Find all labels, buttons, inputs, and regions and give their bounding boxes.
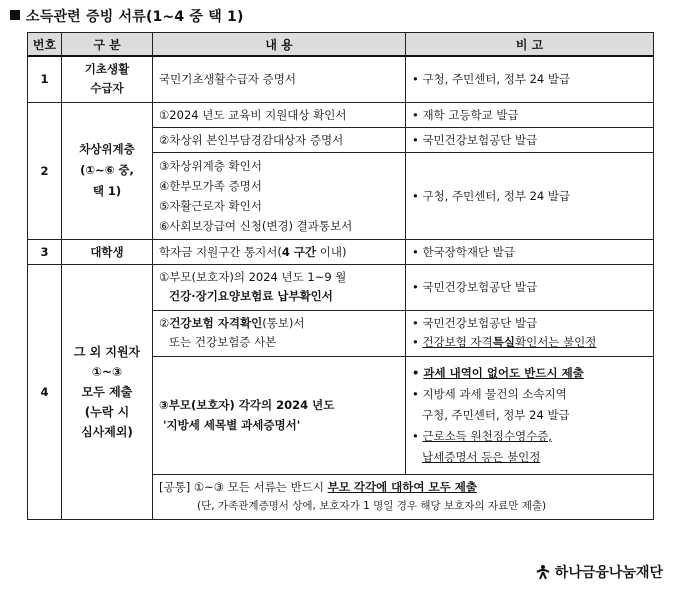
category-line: 심사제외) [81,424,133,439]
note-text: 국민건강보험공단 발급 [422,280,538,294]
content-line: ①부모(보호자)의 2024 년도 1~9 월 [159,270,347,284]
category-line: 모두 제출 [81,384,133,399]
note-line [412,314,647,333]
table-row [28,239,654,264]
note-line [412,333,647,352]
row-note [406,102,654,127]
row-note [406,127,654,152]
row-content: ①2024 년도 교육비 지원대상 확인서 [153,102,406,127]
row-category: 대학생 [62,239,153,264]
note-line: 구청, 주민센터, 정부 24 발급 [422,407,570,422]
row-note [406,264,654,310]
category-line: 차상위계층 [79,142,135,156]
note-text: 건강보험 자격 [422,335,493,349]
note-line [412,384,647,405]
common-line [159,478,647,497]
category-line: 수급자 [90,81,124,96]
content-text: ② [159,316,170,330]
content-text: (통보)서 [262,316,305,330]
content-line: ⑤자활근로자 확인서 [159,198,262,213]
table-row [28,102,654,127]
row-note [406,239,654,264]
common-text: [공통] ①~③ 모든 서류는 반드시 [159,479,328,494]
note-emphasis: 특실 [492,335,515,349]
row-number: 4 [28,264,62,519]
note-line [412,447,647,468]
row-number: 1 [28,56,62,102]
common-emphasis: 부모 각각에 대하여 모두 제출 [327,479,477,494]
row-content: 국민기초생활수급자 증명서 [153,56,406,102]
row-note [406,152,654,239]
row-content [153,239,406,264]
note-text: 납세증명서 등은 불인정 [422,449,541,464]
square-bullet-icon [10,10,20,20]
common-note [153,474,654,519]
content-text: 이내) [316,244,347,259]
content-line: ⑥사회보장급여 신청(변경) 결과통보서 [159,218,353,233]
note-line [412,426,647,447]
row-category [62,56,153,102]
content-line: ③부모(보호자) 각각의 2024 년도 [159,398,335,412]
category-line: (누락 시 [84,404,130,419]
content-emphasis: 건강보험 자격확인 [169,316,263,330]
content-line: ③차상위계층 확인서 [159,158,262,173]
row-content: ②차상위 본인부담경감대상자 증명서 [153,127,406,152]
category-line: ①~③ [91,364,123,379]
note-line [412,363,647,384]
table-row [28,56,654,102]
documents-table [27,32,654,520]
category-line: 택 1) [92,184,122,198]
content-emphasis: 4 구간 [281,244,317,259]
common-subnote: (단, 가족관계증명서 상에, 보호자가 1 명일 경우 해당 보호자의 자료만 제출) [197,499,547,512]
category-line: 기초생활 [84,62,130,77]
table-row [28,264,654,310]
row-note [406,310,654,356]
note-text: 지방세 과세 물건의 소속지역 [422,386,567,401]
note-text: 근로소득 원천징수영수증, [422,428,552,443]
row-content [153,356,406,474]
row-note [406,356,654,474]
section-title [10,6,244,26]
content-line: ④한부모가족 증명서 [159,178,262,193]
note-text: 재학 고등학교 발급 [422,107,519,122]
row-number: 2 [28,102,62,239]
note-text: 구청, 주민센터, 정부 24 발급 [422,188,571,203]
table-header-row [28,33,654,57]
content-line: 또는 건강보험증 사본 [169,335,277,349]
foundation-logo [535,562,663,582]
header-content: 내 용 [153,33,406,57]
row-category [62,102,153,239]
note-emphasis: 과세 내역이 없어도 반드시 제출 [423,365,584,380]
row-category [62,264,153,519]
row-content [153,264,406,310]
content-text: 학자금 지원구간 통지서( [159,244,282,259]
row-content [153,152,406,239]
section-title-text: 소득관련 증빙 서류(1~4 중 택 1) [26,9,244,25]
note-text: 국민건강보험공단 발급 [422,132,538,147]
header-category: 구 분 [62,33,153,57]
hana-logo-icon [535,564,551,580]
content-line: '지방세 세목별 과세증명서' [163,418,301,432]
row-note [406,56,654,102]
header-note: 비 고 [406,33,654,57]
content-line [159,314,399,333]
category-line: 그 외 지원자 [73,344,141,359]
content-line: 건강·장기요양보험료 납부확인서 [169,289,333,303]
header-no: 번호 [28,33,62,57]
category-line: (①~⑥ 중, [80,163,134,177]
note-text: 확인서는 불인정 [514,335,597,349]
note-text: 한국장학재단 발급 [422,244,515,259]
logo-text: 하나금융나눔재단 [554,565,663,581]
row-number: 3 [28,239,62,264]
note-text: 국민건강보험공단 발급 [422,316,538,330]
note-text: 구청, 주민센터, 정부 24 발급 [422,72,571,87]
row-content [153,310,406,356]
